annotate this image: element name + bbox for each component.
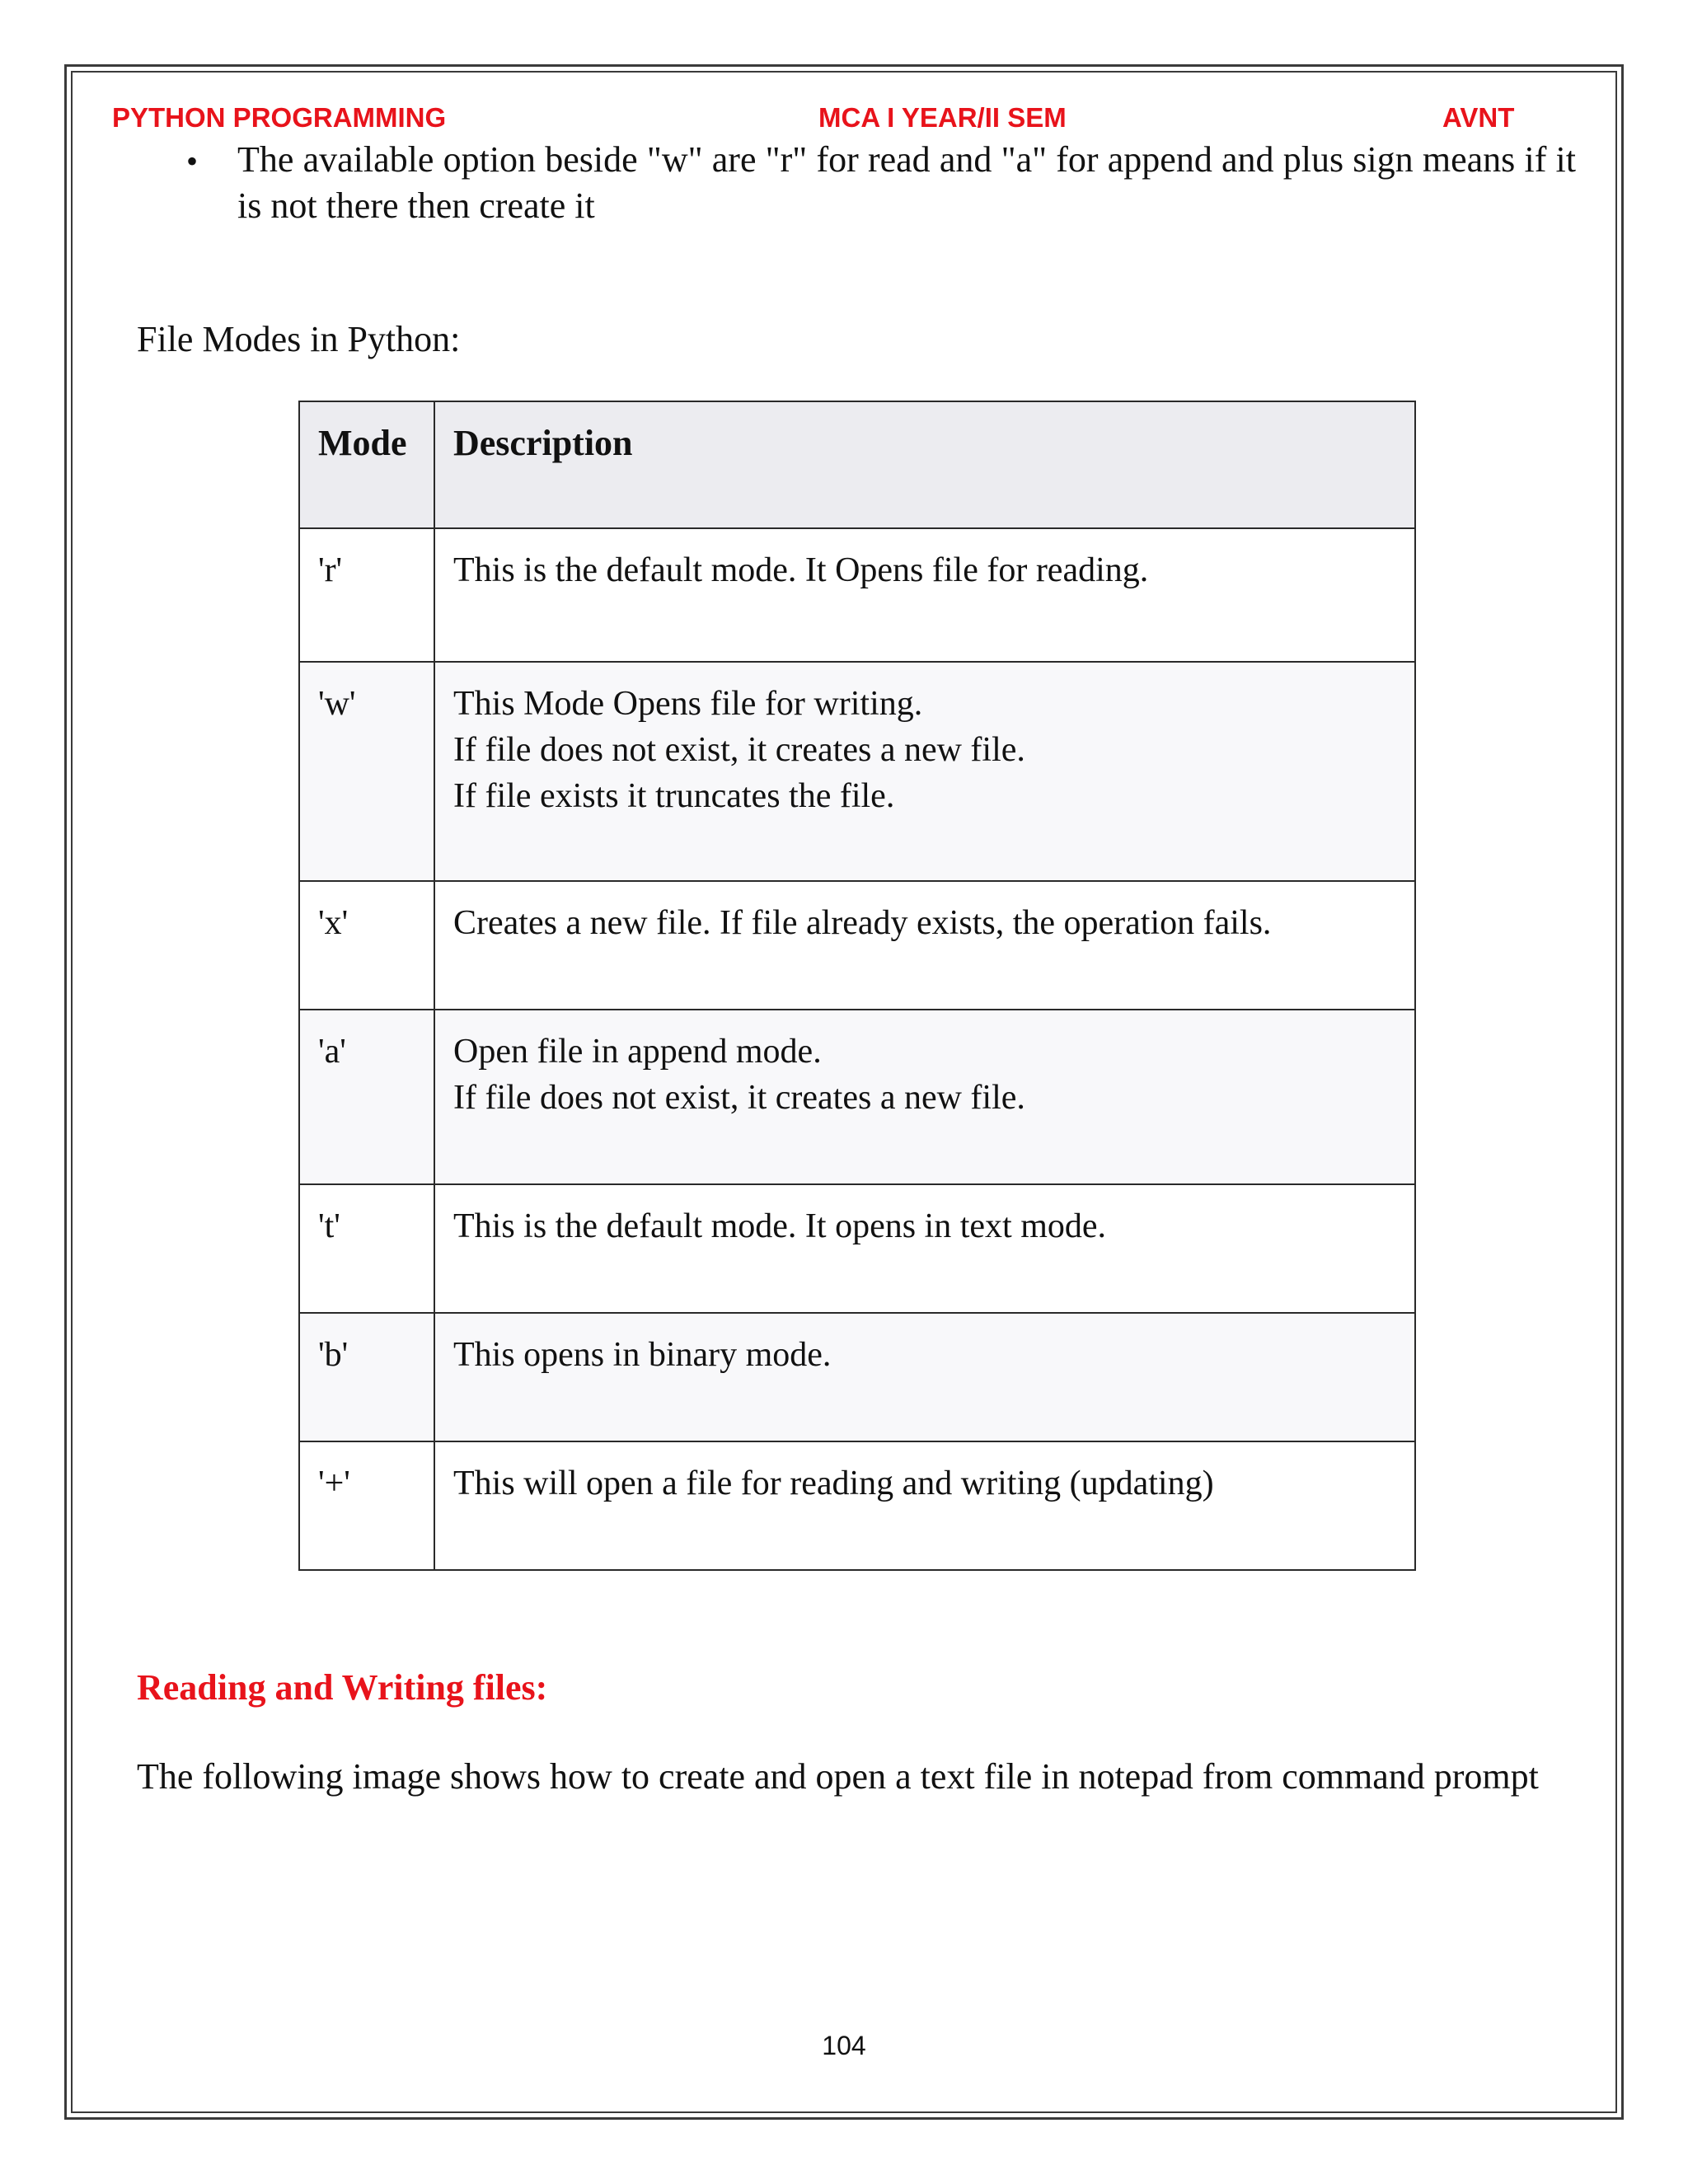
table-row [299,1010,1415,1184]
description-line: This is the default mode. It Opens file for reading. [453,551,1149,589]
table-row [299,528,1415,662]
table-row [299,1313,1415,1441]
page-number: 104 [822,2031,866,2060]
bullet-text: The available option beside "w" are "r" for read and "a" for append and plus sign means if it is not there then create it [237,139,1576,226]
description-line: This opens in binary mode. [453,1336,832,1374]
description-cell [434,881,1415,1010]
page-header [0,102,1688,138]
header-program: MCA I YEAR/II SEM [818,102,1067,133]
header-mode: Mode [299,401,434,528]
file-modes-title: File Modes in Python: [137,319,461,359]
bullet-point-icon: • [186,143,199,180]
mode-cell: 't' [299,1184,434,1313]
description-line: This will open a file for reading and writing (updating) [453,1465,1214,1502]
description-cell [434,1010,1415,1184]
mode-cell: 'b' [299,1313,434,1441]
description-line: If file does not exist, it creates a new file. [453,1079,1025,1117]
section-heading: Reading and Writing files: [137,1667,548,1708]
table-row [299,1441,1415,1570]
description-line: This is the default mode. It opens in text mode. [453,1207,1107,1245]
description-line: Creates a new file. If file already exists, the operation fails. [453,904,1272,942]
table-row [299,1184,1415,1313]
mode-cell: 'x' [299,881,434,1010]
description-cell [434,528,1415,662]
table-header-row [299,401,1415,528]
table-row [299,881,1415,1010]
description-cell [434,662,1415,881]
table-row [299,662,1415,881]
description-cell [434,1441,1415,1570]
file-modes-table [298,401,1416,1571]
mode-cell: 'a' [299,1010,434,1184]
mode-cell: '+' [299,1441,434,1570]
description-line: This Mode Opens file for writing. [453,685,923,723]
header-institution: AVNT [1442,102,1515,133]
header-course-title: PYTHON PROGRAMMING [112,102,447,133]
description-line: If file exists it truncates the file. [453,777,895,815]
description-line: Open file in append mode. [453,1033,822,1071]
body-paragraph: The following image shows how to create and open a text file in notepad from command prompt [137,1756,1539,1797]
description-cell [434,1313,1415,1441]
header-description: Description [434,401,1415,528]
mode-cell: 'w' [299,662,434,881]
description-line: If file does not exist, it creates a new file. [453,731,1025,769]
description-cell [434,1184,1415,1313]
mode-cell: 'r' [299,528,434,662]
